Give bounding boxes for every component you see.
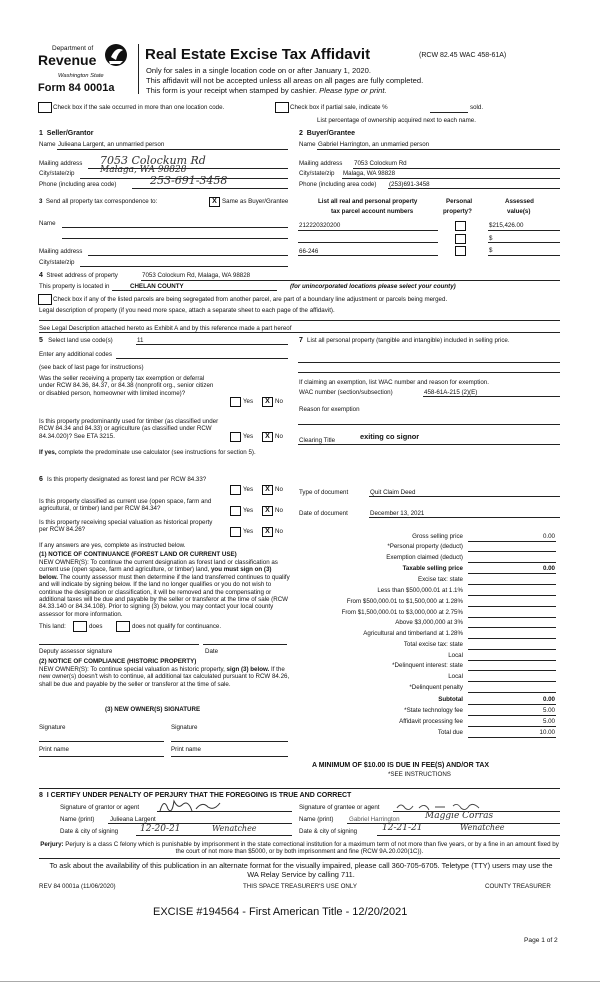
notice2-title: (2) NOTICE OF COMPLIANCE (HISTORIC PROPERTY): [39, 658, 197, 665]
personal-property-checkbox-2[interactable]: [455, 234, 466, 244]
sold-label: sold.: [470, 104, 484, 111]
section6-q3: Is this property receiving special valuation as historical property per RCW 84.26?: [39, 519, 213, 534]
calc-row-label: Local: [448, 652, 463, 659]
historic-no-checkbox[interactable]: X: [262, 527, 273, 537]
does-label: does: [89, 623, 103, 630]
seller-city-value[interactable]: Malaga, WA 98828: [100, 165, 187, 175]
subtitle-2: This affidavit will not be accepted unless all areas on all pages are fully completed.: [146, 76, 424, 85]
grantee-name-value[interactable]: Gabriel Harrington: [349, 816, 400, 823]
q2-yes-label: Yes: [243, 433, 254, 440]
section7-num: 7: [299, 337, 303, 344]
notice1-body: NEW OWNER(S): To continue the current designation as forest land or classification as current use (open space, farm and agriculture, or timber) land, you must sign on (3) below. The county assessor must then determine if the land transferred continues to qualify and will indicate by signing below. If the land no longer qualifies or you do not wish to continue the designation or classification, it will be removed and the compensating or additional taxes will be due and payable by the seller or transferor at the time of sale (RCW 84.33.140 or 84.34.108). Prior to signing (3) below, you may contact your local county assessor for more information.: [39, 559, 290, 618]
new-owner-signature-title: (3) NEW OWNER(S) SIGNATURE: [105, 706, 201, 713]
calc-row-value[interactable]: 0.00: [542, 533, 555, 540]
section6-q2: Is this property classified as current use (open space, farm and agricultural, or timber) land per RCW 84.34?: [39, 498, 212, 513]
assessed-value-2[interactable]: $: [489, 235, 493, 242]
doc-type-label: Type of document: [299, 489, 349, 496]
land-use-label: 5 Select land use code(s): [39, 337, 113, 344]
buyer-name-value[interactable]: Gabriel Harrington, an unmarried person: [318, 141, 430, 148]
buyer-mail-label: Mailing address: [299, 160, 343, 167]
parcels-col3-b: value(s): [507, 208, 531, 215]
calc-row-label: *Personal property (deduct): [387, 543, 463, 550]
legal-desc-label: Legal description of property (if you need more space, attach a separate sheet to each page of the affidavit).: [39, 307, 335, 314]
section3-name-label: Name: [39, 220, 56, 227]
calc-row-label: *State technology fee: [404, 707, 463, 714]
buyer-city-value[interactable]: Malaga, WA 98828: [343, 170, 396, 177]
located-label: This property is located in: [39, 283, 110, 290]
reason-label: Reason for exemption: [299, 406, 360, 413]
section3-mail-label: Mailing address: [39, 248, 83, 255]
additional-codes-label: Enter any additional codes: [39, 351, 112, 358]
grantor-date-label: Date & city of signing: [60, 828, 119, 835]
predominate-use-note: If yes, complete the predominate use calculator (see instructions for section 5).: [39, 449, 256, 456]
partial-sale-label: Check box if partial sale, indicate %: [290, 104, 388, 111]
street-address-value[interactable]: 7053 Colockum Rd, Malaga, WA 98828: [142, 272, 251, 279]
located-value[interactable]: CHELAN COUNTY: [130, 283, 184, 290]
buyer-heading: 2 Buyer/Grantee: [299, 130, 356, 137]
form-number: Form 84 0001a: [38, 82, 115, 94]
exemption-label: If claiming an exemption, list WAC number and reason for exemption.: [299, 379, 489, 386]
calc-row-label: *Delinquent interest: state: [392, 662, 463, 669]
calc-row-label: Gross selling price: [412, 533, 463, 540]
revenue-logo-icon: [104, 42, 128, 68]
current-use-yes-label: Yes: [243, 507, 254, 514]
personal-property-text: List all personal property (tangible and intangible) included in selling price.: [307, 337, 510, 344]
calc-row-label: Affidavit processing fee: [399, 718, 463, 725]
excise-stamp: EXCISE #194564 - First American Title - 12/20/2021: [153, 906, 408, 918]
print-name-label-2: Print name: [171, 746, 201, 753]
if-any-yes: If any answers are yes, complete as instructed below.: [39, 542, 186, 549]
does-not-label: does not qualify for continuance.: [132, 623, 222, 630]
wac-label: WAC number (section/subsection): [299, 389, 393, 396]
calc-row-label: Agricultural and timberland at 1.28%: [363, 630, 463, 637]
rev-number: REV 84 0001a (11/06/2020): [39, 883, 116, 890]
doc-date-value[interactable]: December 13, 2021: [370, 510, 425, 517]
q2-no-label: No: [275, 433, 283, 440]
buyer-name-label: Name: [299, 141, 316, 148]
does-not-checkbox[interactable]: [116, 621, 130, 632]
segregated-checkbox[interactable]: [38, 294, 52, 305]
seller-mail-value[interactable]: 7053 Colockum Rd: [100, 154, 206, 167]
segregated-label: Check box if any of the listed parcels are being segregated from another parcel, are part of a boundary line adjustment or parcels being merged.: [53, 296, 448, 303]
calc-row-label: Above $3,000,000 at 3%: [395, 619, 463, 626]
perjury-notice: Perjury: Perjury is a class C felony which is punishable by imprisonment in the state correctional institution for a maximum term of not more than five years, or by a fine in an amount fixed by the court of not more than $5000, or by both imprisonment and fine (RCW 9A.20.020(1C)).: [40, 841, 559, 856]
see-instructions: *SEE INSTRUCTIONS: [388, 771, 451, 778]
same-as-buyer-label: Same as Buyer/Grantee: [222, 198, 289, 205]
historic-yes-label: Yes: [243, 528, 254, 535]
calc-row-label: Total excise tax: state: [403, 641, 463, 648]
grantee-date-value[interactable]: 12-21-21: [382, 823, 423, 833]
logo-dept: Department of: [52, 45, 94, 52]
calc-row-value[interactable]: 10.00: [539, 729, 555, 736]
forest-yes-checkbox[interactable]: [230, 485, 241, 495]
page-number: Page 1 of 2: [524, 937, 558, 944]
deputy-date-label: Date: [205, 648, 219, 655]
current-use-yes-checkbox[interactable]: [230, 506, 241, 516]
historic-yes-checkbox[interactable]: [230, 527, 241, 537]
q1-yes-checkbox[interactable]: [230, 397, 241, 407]
signature-label-2: Signature: [171, 724, 198, 731]
grantor-city-value[interactable]: Wenatchee: [212, 824, 257, 833]
this-land-label: This land:: [39, 623, 66, 630]
calc-row-label: Less than $500,000.01 at 1.1%: [377, 587, 463, 594]
grantor-signature-label: Signature of grantor or agent: [60, 804, 140, 811]
forest-no-label: No: [275, 486, 283, 493]
assessed-value-3[interactable]: $: [489, 247, 493, 254]
calc-row-label: From $500,000.01 to $1,500,000 at 1.28%: [346, 598, 463, 605]
section6-q1: Is this property designated as forest land per RCW 84.33?: [47, 476, 207, 483]
calc-row-value[interactable]: 5.00: [542, 707, 555, 714]
seller-name-label: Name: [39, 141, 56, 148]
subtitle-3: This form is your receipt when stamped by cashier. Please type or print.: [146, 86, 387, 95]
subtitle-1: Only for sales in a single location code on or after January 1, 2020.: [146, 66, 371, 75]
signature-label-1: Signature: [39, 724, 66, 731]
q2-no-checkbox[interactable]: X: [262, 432, 273, 442]
calc-row-label: Excise tax: state: [417, 576, 463, 583]
grantor-name-value[interactable]: Julieana Largent: [110, 816, 156, 823]
current-use-no-checkbox[interactable]: X: [262, 506, 273, 516]
forest-no-checkbox[interactable]: X: [262, 485, 273, 495]
calc-row-label: Taxable selling price: [402, 565, 463, 572]
calc-row-label: Exemption claimed (deduct): [386, 554, 463, 561]
reason-value-2[interactable]: exiting co signor: [360, 432, 420, 441]
wac-value[interactable]: 458-61A-215 (2)(E): [424, 389, 478, 396]
seller-heading: 1 Seller/Grantor: [39, 130, 94, 137]
doc-date-label: Date of document: [299, 510, 348, 517]
buyer-city-label: City/state/zip: [299, 170, 335, 177]
grantor-signature[interactable]: [158, 795, 228, 817]
treasurer-use-only: THIS SPACE TREASURER'S USE ONLY: [243, 883, 357, 890]
land-use-value[interactable]: 11: [137, 337, 144, 344]
section5-q1: Was the seller receiving a property tax exemption or deferral under RCW 84.36, 84.37, or 84.38 (nonprofit org., senior citizen or disabled person, homeowner with limited income)?: [39, 375, 214, 397]
seller-name-value[interactable]: Julieana Largent, an unmarried person: [58, 141, 165, 148]
q2-yes-checkbox[interactable]: [230, 432, 241, 442]
grantee-handwritten-name[interactable]: Maggie Corras: [425, 811, 494, 821]
buyer-phone-value[interactable]: (253)691-3458: [389, 181, 430, 188]
see-back-label: (see back of last page for instructions): [39, 364, 144, 371]
calc-row-value[interactable]: 0.00: [542, 565, 555, 572]
parcel-number-1[interactable]: 212220320200: [299, 222, 341, 229]
parcels-col1-a: List all real and personal property: [318, 198, 418, 205]
logo-revenue: Revenue: [38, 52, 97, 68]
calc-row-label: From $1,500,000.01 to $3,000,000 at 2.75%: [341, 609, 463, 616]
grantee-signature-label: Signature of grantee or agent: [299, 804, 380, 811]
section6-num: 6: [39, 476, 43, 483]
parcel-number-3[interactable]: 66-246: [299, 248, 319, 255]
doc-type-value[interactable]: Quit Claim Deed: [370, 489, 416, 496]
page-title: Real Estate Excise Tax Affidavit: [145, 46, 371, 63]
seller-phone-value[interactable]: 253-691-3458: [150, 174, 228, 187]
section3-city-label: City/state/zip: [39, 259, 75, 266]
current-use-no-label: No: [275, 507, 283, 514]
grantee-name-label: Name (print): [299, 816, 334, 823]
multi-location-checkbox[interactable]: [38, 102, 52, 113]
q1-yes-label: Yes: [243, 398, 254, 405]
print-name-label-1: Print name: [39, 746, 69, 753]
parcels-col2-a: Personal: [446, 198, 473, 205]
located-note: (for unincorporated locations please select your county): [290, 283, 456, 290]
seller-mail-label: Mailing address: [39, 160, 83, 167]
parcels-col2-b: property?: [443, 208, 472, 215]
assessed-value-1[interactable]: $215,426.00: [489, 222, 524, 229]
deputy-signature-label: Deputy assessor signature: [39, 648, 113, 655]
personal-property-checkbox-1[interactable]: [455, 221, 466, 231]
street-address-label: 4 Street address of property: [39, 272, 118, 279]
notice1-title: (1) NOTICE OF CONTINUANCE (FOREST LAND OR CURRENT USE): [39, 551, 237, 558]
grantee-date-label: Date & city of signing: [299, 828, 358, 835]
does-checkbox[interactable]: [73, 621, 87, 632]
notice2-body: NEW OWNER(S): To continue special valuation as historic property, sign (3) below. If the new owner(s) doesn't wish to continue, all additional tax calculated pursuant to RCW 84.26, shall be due and payable by the seller or transferor at the time of sale.: [39, 666, 290, 688]
section5-q2: Is this property predominantly used for timber (as classified under RCW 84.34 and 84.33) or agriculture (as classified under RCW 84.34.020)? See ETA 3215.: [39, 418, 219, 440]
ownership-note: List percentage of ownership acquired next to each name.: [317, 117, 476, 124]
forest-yes-label: Yes: [243, 486, 254, 493]
minimum-due: A MINIMUM OF $10.00 IS DUE IN FEE(S) AND/OR TAX: [312, 762, 490, 769]
seller-phone-label: Phone (including area code): [39, 181, 117, 188]
logo-state: Washington State: [58, 73, 104, 79]
buyer-phone-label: Phone (including area code): [299, 181, 377, 188]
q1-no-checkbox[interactable]: X: [262, 397, 273, 407]
grantee-city-value[interactable]: Wenatchee: [460, 823, 505, 832]
calc-row-label: Local: [448, 673, 463, 680]
calc-row-label: Subtotal: [438, 696, 463, 703]
historic-no-label: No: [275, 528, 283, 535]
multi-location-label: Check box if the sale occurred in more than one location code.: [53, 104, 225, 111]
calc-row-value[interactable]: 5.00: [542, 718, 555, 725]
grantor-name-label: Name (print): [60, 816, 95, 823]
legal-desc-value[interactable]: See Legal Description attached hereto as Exhibit A and by this reference made a part hereof: [39, 325, 292, 332]
parcels-col3-a: Assessed: [505, 198, 534, 205]
buyer-mail-value[interactable]: 7053 Colockum Rd: [354, 160, 407, 167]
parcels-col1-b: tax parcel account numbers: [331, 208, 414, 215]
seller-city-label: City/state/zip: [39, 170, 75, 177]
q1-no-label: No: [275, 398, 283, 405]
partial-sale-checkbox[interactable]: [275, 102, 289, 113]
personal-property-checkbox-3[interactable]: [455, 246, 466, 256]
calc-row-value[interactable]: 0.00: [542, 696, 555, 703]
certify-statement: 8 I CERTIFY UNDER PENALTY OF PERJURY THAT THE FOREGOING IS TRUE AND CORRECT: [39, 792, 352, 799]
county-treasurer: COUNTY TREASURER: [485, 883, 551, 890]
grantor-date-value[interactable]: 12-20-21: [140, 824, 181, 834]
section3-text: 3 Send all property tax correspondence to:: [39, 198, 158, 205]
accessibility-note: To ask about the availability of this publication in an alternate format for the visually impaired, please call 360-705-6705. Teletype (TTY) users may use the WA Relay Service by calling 711.: [49, 861, 553, 879]
calc-row-label: Total due: [437, 729, 463, 736]
reason-value[interactable]: Clearing Title: [299, 437, 336, 444]
title-rcw: (RCW 82.45 WAC 458-61A): [419, 52, 507, 59]
calc-row-label: *Delinquent penalty: [409, 684, 463, 691]
same-as-buyer-checkbox[interactable]: X: [209, 197, 220, 207]
